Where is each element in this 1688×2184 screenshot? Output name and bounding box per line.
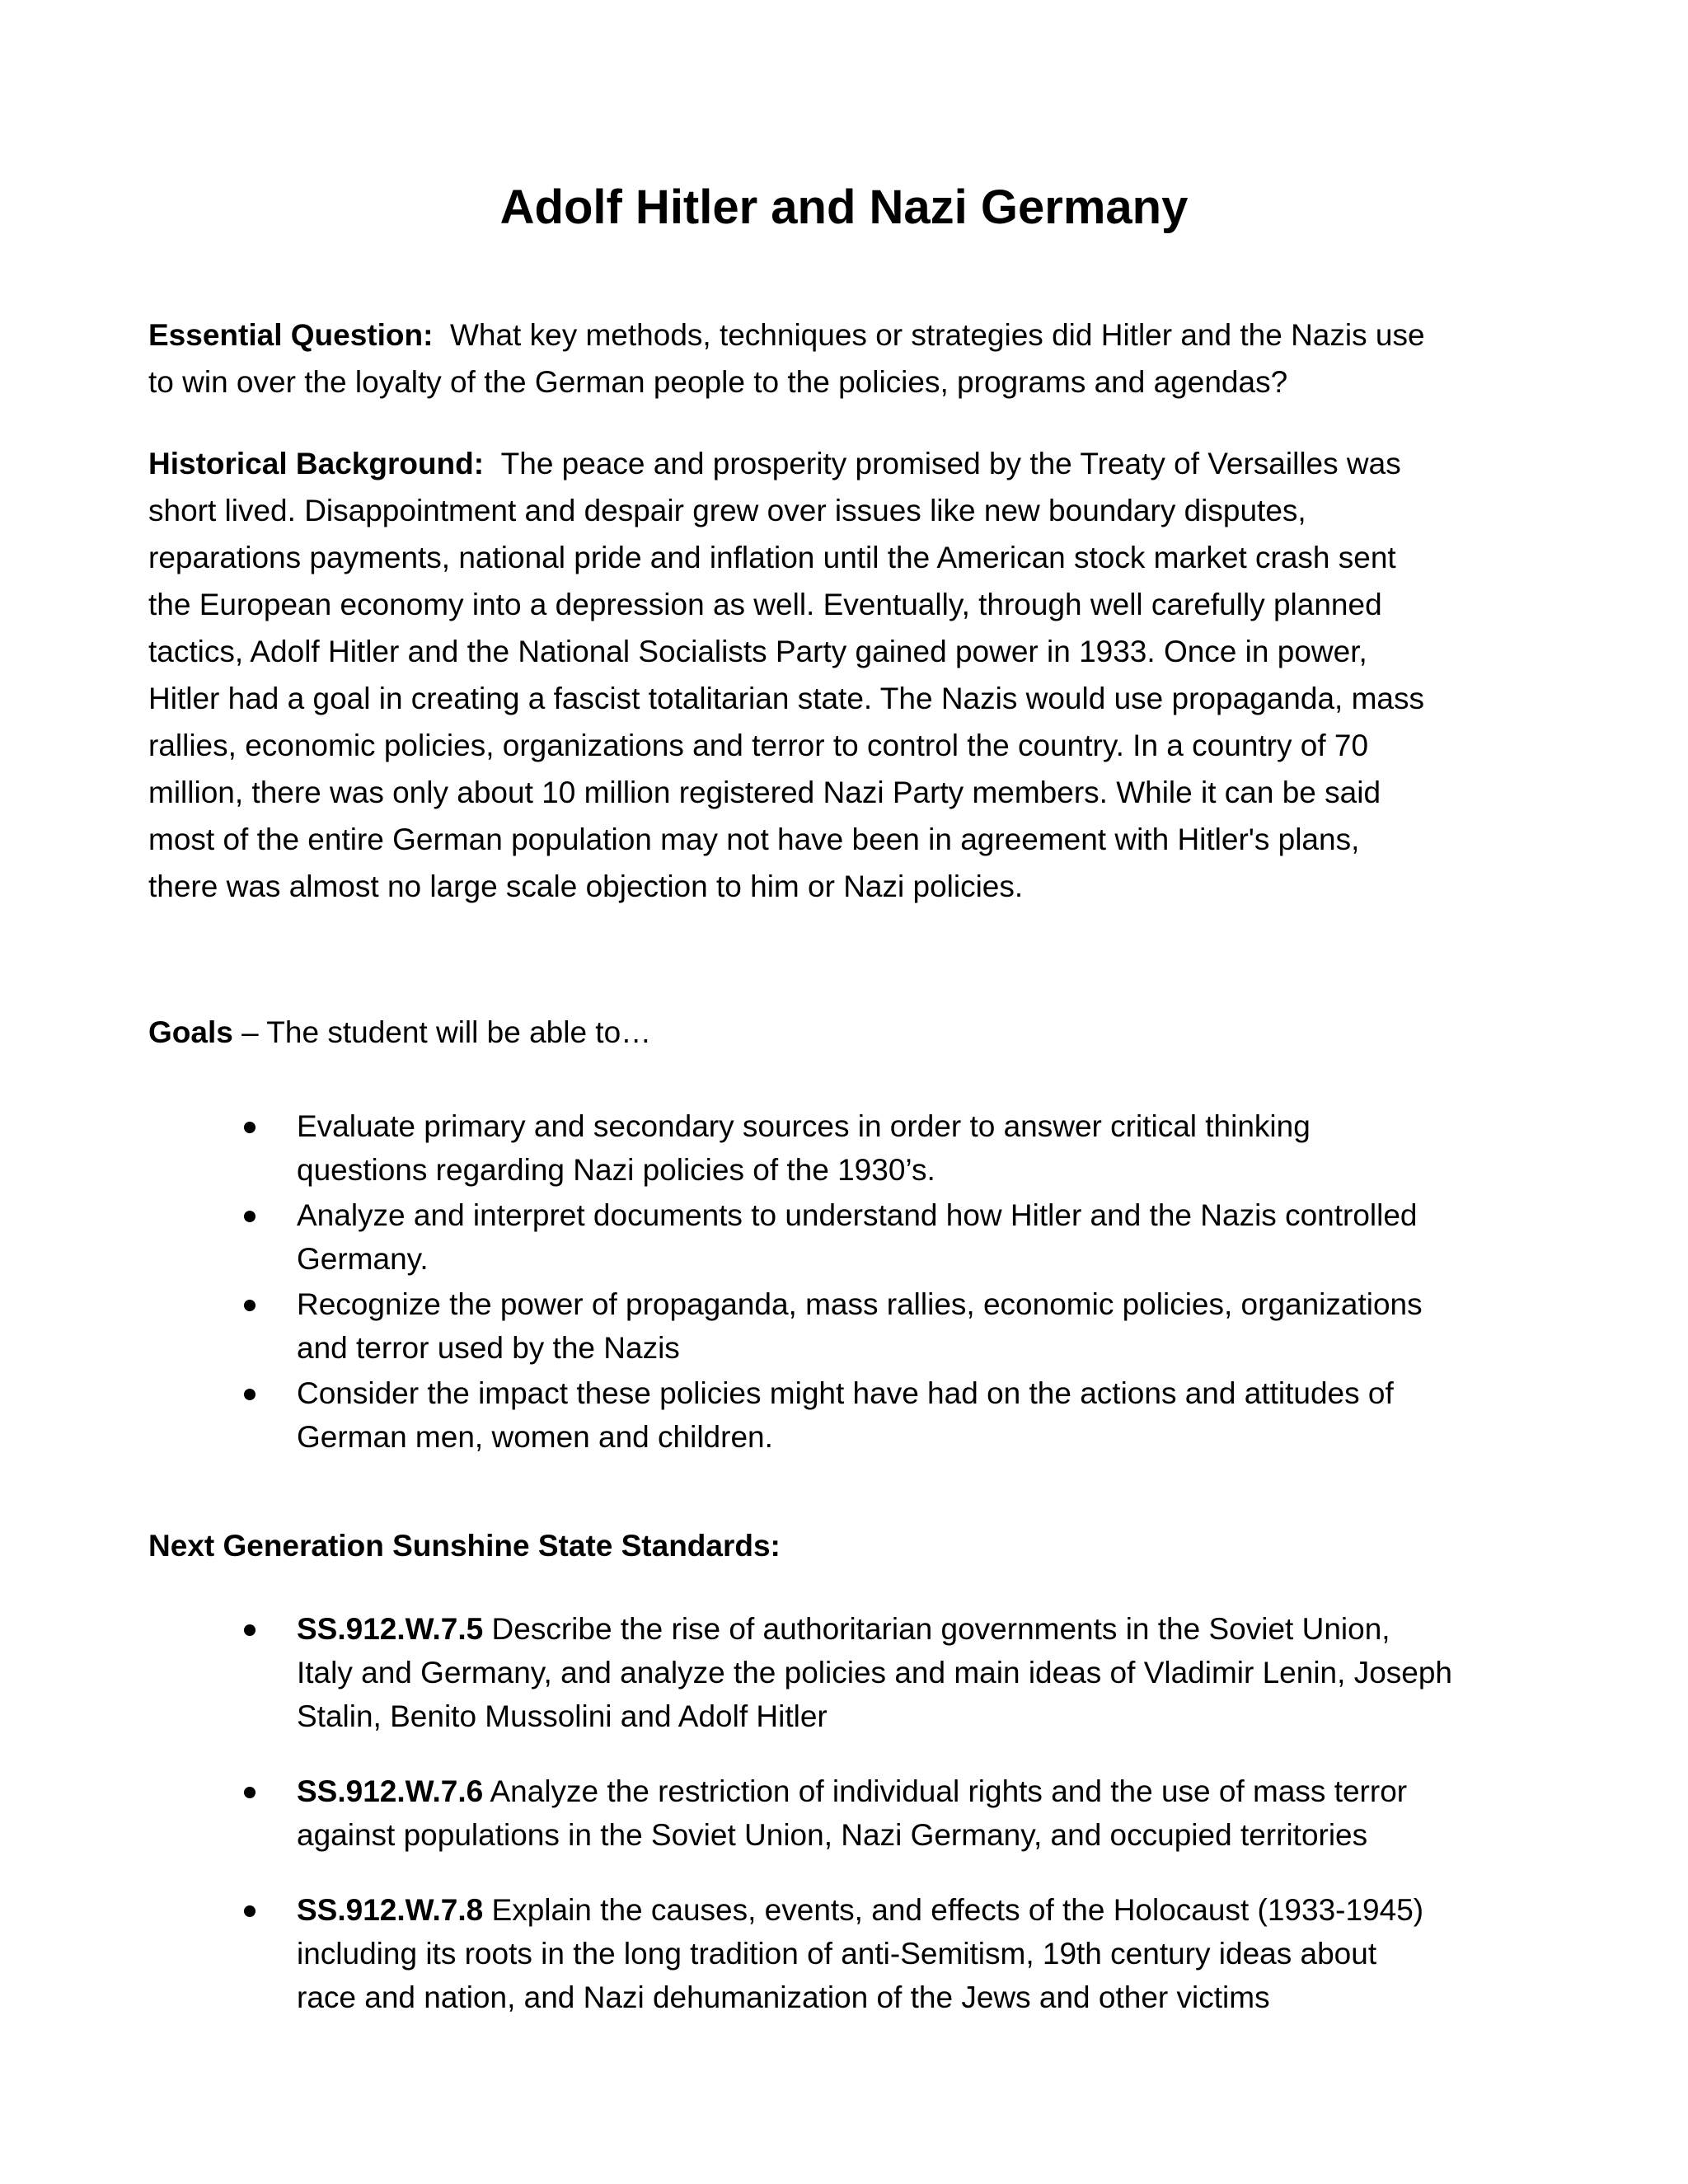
historical-background-line: the European economy into a depression as well. Eventually, through well carefully planned (148, 588, 1382, 621)
standard-code: SS.912.W.7.6 (297, 1774, 484, 1808)
document-page: Adolf Hitler and Nazi Germany Essential Question: What key methods, techniques or strategies did Hitler and the Nazis use to win over the loyalty of the German people to the policies, programs and agendas? Historical Background: The peace and prosperity promised by the Treaty of Versailles was short lived. Disappointment and despair grew over issues like new boundary disputes, reparations payments, national pride and inflation until the American stock market crash sent the European economy into a depression as well. Eventually, through well carefully planned tactics, Adolf Hitler and the National Socialists Party gained power in 1933. Once in power, Hitler had a goal in creating a fascist totalitarian state. The Nazis would use propaganda, mass rallies, economic policies, organizations and terror to control the country. In a country of 70 million, there was only about 10 million registered Nazi Party members. While it can be said most of the entire German population may not have been in agreement with Hitler's plans, there was almost no large scale objection to him or Nazi policies. Goals – The student will be able to… Evaluate primary and secondary sources in order to answer critical thinking questions regarding Nazi policies of the 1930’s. Analyze and interpret documents to understand how Hitler and the Nazis controlled Germany. Recognize the power of propaganda, mass rallies, economic policies, organizations and terror used by the Nazis Consider the impact these policies might have had on the actions and attitudes of German men, women and children. Next Generation Sunshine State Standards: SS.912.W.7.5 Describe the rise of authoritarian governments in the Soviet Union, Italy and Germany, and analyze the policies and main ideas of Vladimir Lenin, Joseph Stalin, Benito Mussolini and Adolf Hitler SS.912.W.7.6 Analyze the restriction of individual rights and the use of mass terror against populations in the Soviet Union, Nazi Germany, and occupied territories SS.912.W.7.8 Explain the causes, events, and effects of the Holocaust (1933-1945) including its roots in the long tradition of anti-Semitism, 19th century ideas about race and nation, and Nazi dehumanization of the Jews and other victims (0, 0, 1688, 2184)
historical-background-line: rallies, economic policies, organizations and terror to control the country. In a country of 70 (148, 729, 1369, 762)
bullet-icon (244, 1122, 256, 1133)
page-title: Adolf Hitler and Nazi Germany (499, 180, 1189, 234)
historical-background-line: there was almost no large scale objection to him or Nazi policies. (148, 869, 1024, 903)
essential-question-line: to win over the loyalty of the German people to the policies, programs and agendas? (148, 365, 1288, 399)
essential-question (148, 312, 1550, 405)
historical-background-line: Hitler had a goal in creating a fascist totalitarian state. The Nazis would use propaganda, mass (148, 682, 1425, 715)
bullet-icon (244, 1211, 256, 1222)
bullet-icon (244, 1624, 256, 1636)
historical-background-line: short lived. Disappointment and despair grew over issues like new boundary disputes, (148, 494, 1306, 527)
historical-background-line: tactics, Adolf Hitler and the National Socialists Party gained power in 1933. Once in power, (148, 635, 1367, 668)
historical-background-line: most of the entire German population may not have been in agreement with Hitler's plans, (148, 823, 1360, 856)
historical-background (148, 440, 1550, 910)
essential-question-label: Essential Question: (148, 318, 434, 352)
essential-question-line (148, 312, 1550, 359)
historical-background-line (148, 440, 1550, 487)
essential-question-text: What key methods, techniques or strategies did Hitler and the Nazis use (449, 318, 1425, 352)
historical-background-line: reparations payments, national pride and inflation until the American stock market crash sent (148, 541, 1396, 574)
goals-heading (148, 1009, 1550, 1056)
standard-code: SS.912.W.7.5 (297, 1612, 484, 1646)
goals-intro: – The student will be able to… (232, 1015, 652, 1049)
historical-background-line: million, there was only about 10 million registered Nazi Party members. While it can be said (148, 776, 1381, 809)
bullet-icon (244, 1300, 256, 1311)
standard-code: SS.912.W.7.8 (297, 1893, 484, 1927)
bullet-icon (244, 1905, 256, 1917)
standards-label: Next Generation Sunshine State Standards: (148, 1529, 781, 1563)
bullet-icon (244, 1787, 256, 1798)
bullet-icon (244, 1389, 256, 1400)
goals-label: Goals (148, 1015, 233, 1049)
historical-background-text: The peace and prosperity promised by the Treaty of Versailles was (500, 447, 1401, 480)
historical-background-label: Historical Background: (148, 447, 485, 480)
standards-heading (148, 1522, 1550, 1569)
